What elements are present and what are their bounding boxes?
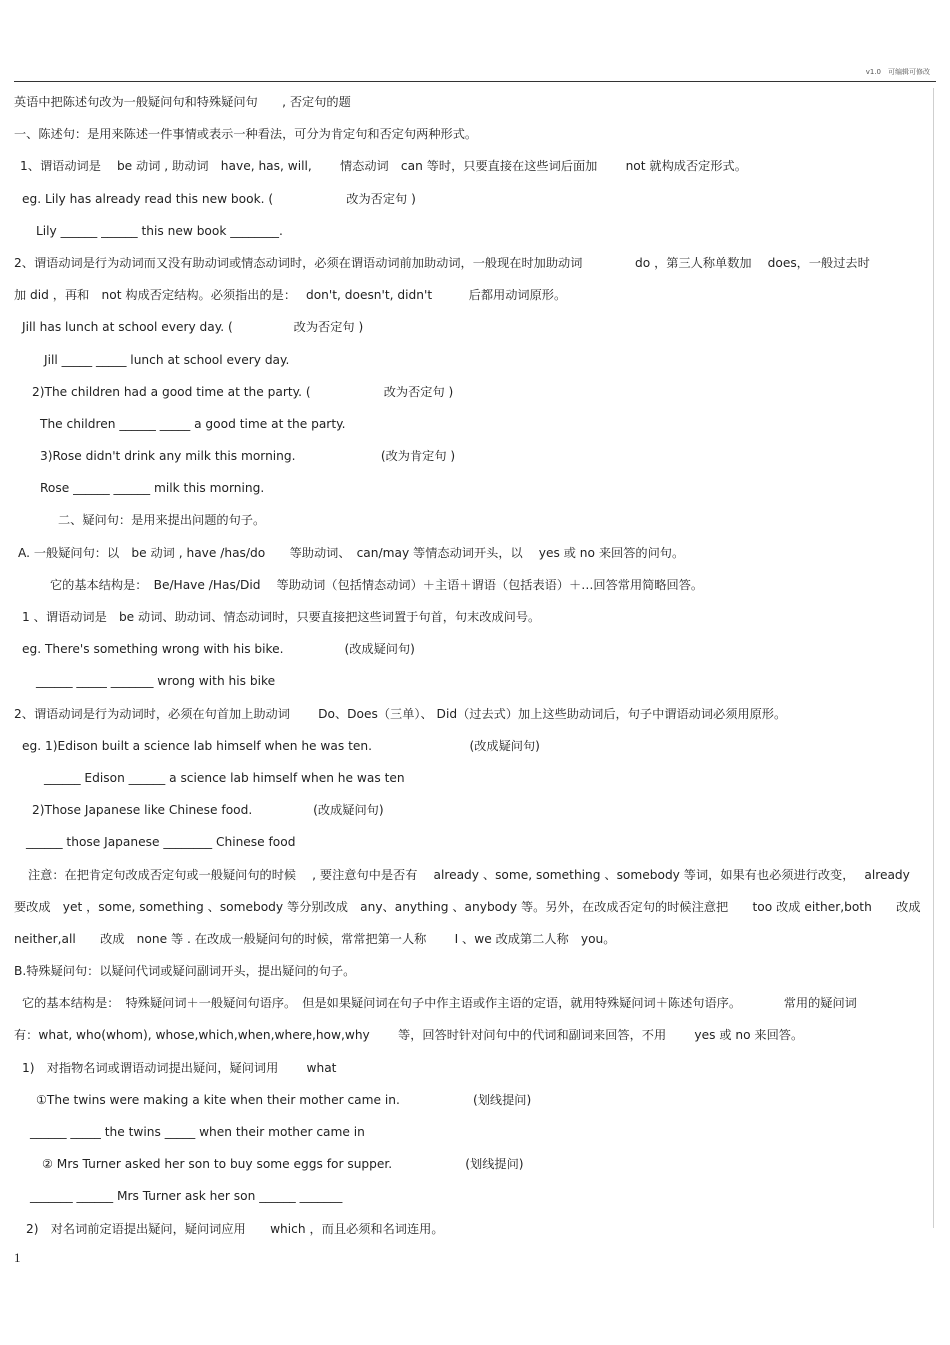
header-rule xyxy=(14,81,936,82)
document-line: 1 、谓语动词是 be 动词、助动词、情态动词时，只要直接把这些词置于句首，句末改成问号。 xyxy=(22,610,541,624)
document-line: B.特殊疑问句：以疑问代词或疑问副词开头，提出疑问的句子。 xyxy=(14,964,356,979)
page-number: 1 xyxy=(14,1250,21,1265)
document-line: 1) 对指物名词或谓语动词提出疑问，疑问词用 what xyxy=(22,1060,337,1075)
version-note: v1.0 可编辑可修改 xyxy=(865,68,930,76)
document-line: 注意：在把肯定句改成否定句或一般疑问句的时候 , 要注意句中是否有 already 、some, something 、somebody 等词，如果有也必须进行改变， already xyxy=(28,867,910,882)
document-line: 2)Those Japanese like Chinese food. (改成疑问句) xyxy=(32,803,384,818)
document-line: 二、疑问句：是用来提出问题的句子。 xyxy=(58,513,266,528)
document-line: 要改成 yet ，some, something 、somebody 等分别改成 any、anything 、anybody 等。另外，在改成否定句的时候注意把 too 改成 either,both 改成 xyxy=(14,899,921,914)
document-line: 它的基本结构是： Be/Have /Has/Did 等助动词（包括情态动词）＋主语＋谓语（包括表语）＋…回答常用简略回答。 xyxy=(50,577,704,592)
document-line: _______ ______ Mrs Turner ask her son ______ _______ xyxy=(30,1189,343,1204)
document-line: ______ _____ _______ wrong with his bike xyxy=(36,674,276,689)
document-line: ______ Edison ______ a science lab himself when he was ten xyxy=(44,770,405,785)
document-line: neither,all 改成 none 等 . 在改成一般疑问句的时候，常常把第一人称 I 、we 改成第二人称 you。 xyxy=(14,931,616,946)
document-line: 2)The children had a good time at the party. ( 改为否定句 ) xyxy=(32,384,454,399)
document-line: ______ _____ the twins _____ when their mother came in xyxy=(30,1125,365,1139)
document-line: 英语中把陈述句改为一般疑问句和特殊疑问句 , 否定句的题 xyxy=(14,95,351,109)
document-line: eg. 1)Edison built a science lab himself when he was ten. (改成疑问句) xyxy=(22,738,540,753)
document-line: Jill _____ _____ lunch at school every day. xyxy=(44,352,290,367)
document-line: The children ______ _____ a good time at the party. xyxy=(40,416,346,431)
document-line: 一、陈述句：是用来陈述一件事情或表示一种看法，可分为肯定句和否定句两种形式。 xyxy=(14,127,478,142)
document-line: Rose ______ ______ milk this morning. xyxy=(40,481,265,496)
document-line: ①The twins were making a kite when their mother came in. (划线提问) xyxy=(36,1092,532,1107)
document-line: ______ those Japanese ________ Chinese food xyxy=(26,835,296,850)
document-line: 2、谓语动词是行为动词而又没有助动词或情态动词时，必须在谓语动词前加助动词，一般现在时加助动词 do ，第三人称单数加 does，一般过去时 xyxy=(14,255,870,270)
document-line: ② Mrs Turner asked her son to buy some eggs for supper. (划线提问) xyxy=(42,1157,524,1172)
document-line: eg. There's something wrong with his bike. (改成疑问句) xyxy=(22,642,415,657)
document-line: 2) 对名词前定语提出疑问，疑问词应用 which ，而且必须和名词连用。 xyxy=(26,1221,444,1236)
document-line: eg. Lily has already read this new book. ( 改为否定句 ) xyxy=(22,191,416,206)
document-line: 加 did ，再和 not 构成否定结构。必须指出的是： don't, doesn't, didn't 后都用动词原形。 xyxy=(14,288,567,303)
document-line: Jill has lunch at school every day. ( 改为否定句 ) xyxy=(22,320,364,335)
document-line: 2、谓语动词是行为动词时，必须在句首加上助动词 Do、Does（三单）、 Did（过去式）加上这些助动词后，句子中谓语动词必须用原形。 xyxy=(14,706,787,721)
document-line: 3)Rose didn't drink any milk this morning. (改为肯定句 ) xyxy=(40,449,456,464)
document-line: 它的基本结构是： 特殊疑问词＋一般疑问句语序。 但是如果疑问词在句子中作主语或作主语的定语，就用特殊疑问词＋陈述句语序。 常用的疑问词 xyxy=(22,996,857,1011)
document-line: 1、谓语动词是 be 动词 , 助动词 have, has, will, 情态动词 can 等时，只要直接在这些词后面加 not 就构成否定形式。 xyxy=(20,159,747,174)
document-line: 有：what, who(whom), whose,which,when,where,how,why 等，回答时针对问句中的代词和副词来回答，不用 yes 或 no 来回答。 xyxy=(14,1028,804,1043)
document-line: A. 一般疑问句：以 be 动词 , have /has/do 等助动词、 can/may 等情态动词开头，以 yes 或 no 来回答的问句。 xyxy=(18,545,685,560)
document-line: Lily ______ ______ this new book ________. xyxy=(36,223,283,238)
document-body xyxy=(14,86,934,1245)
